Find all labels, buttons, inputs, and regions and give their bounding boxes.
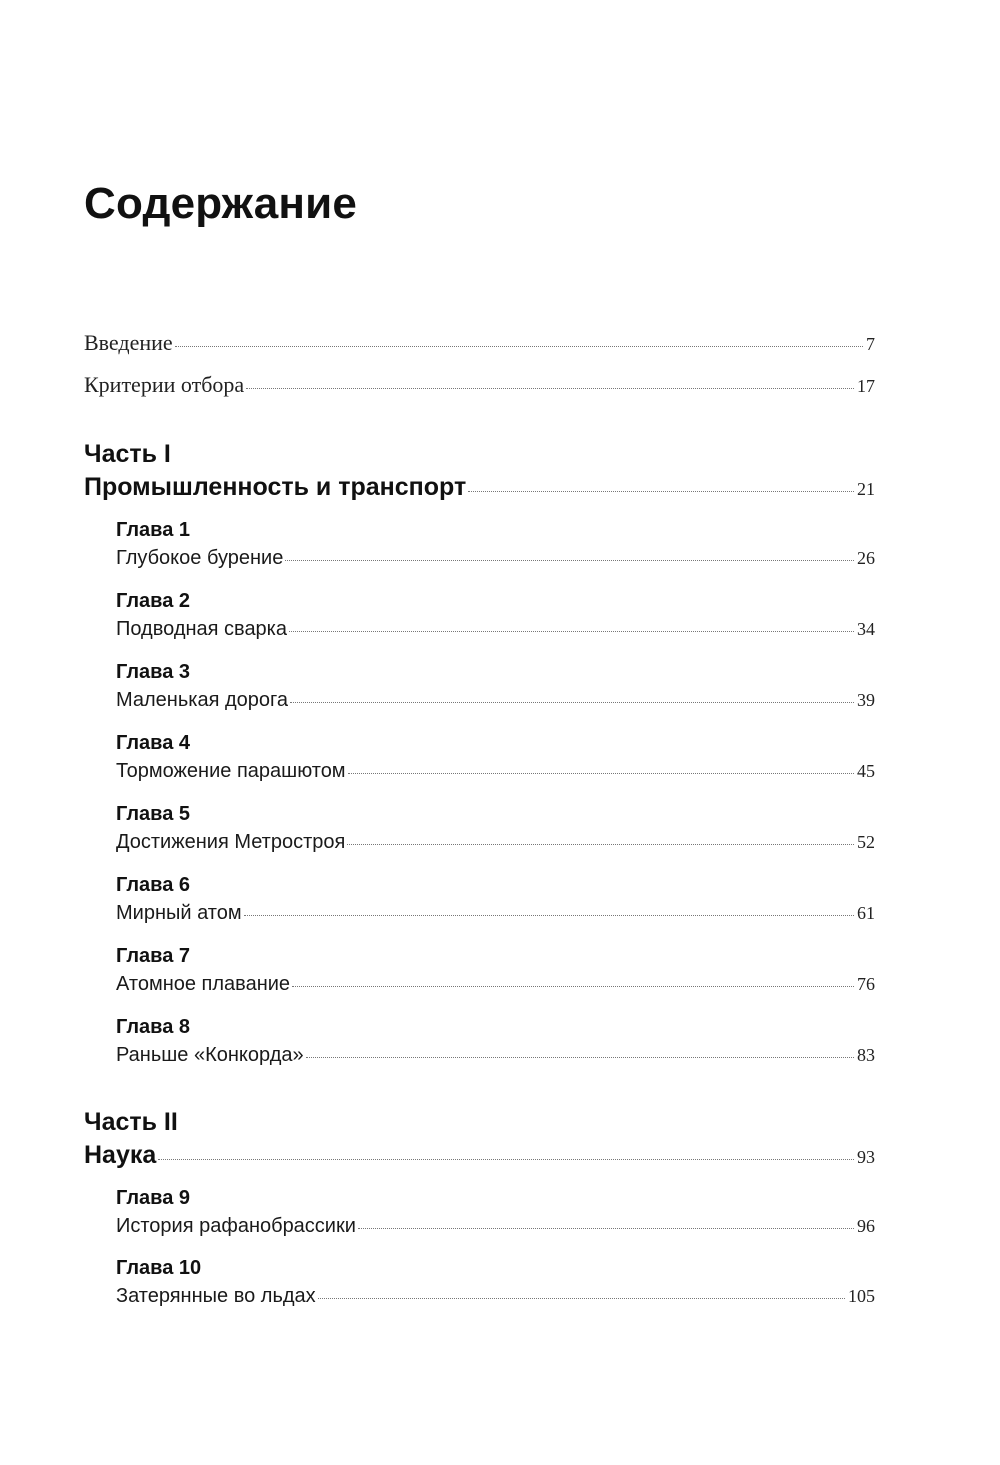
chapter-number: Глава 1 bbox=[116, 519, 191, 541]
dot-leader bbox=[246, 388, 854, 389]
toc-page-number: 61 bbox=[857, 903, 875, 923]
dot-leader bbox=[292, 986, 854, 987]
toc-entry-chapter-3[interactable] bbox=[116, 689, 875, 712]
toc-entry-title: Введение bbox=[84, 330, 173, 355]
dot-leader bbox=[358, 1228, 854, 1229]
part-title: Наука bbox=[84, 1141, 157, 1169]
toc-entry-selection-criteria[interactable] bbox=[84, 372, 875, 398]
chapter-title: Глубокое бурение bbox=[116, 547, 284, 569]
chapter-title: Атомное плавание bbox=[116, 973, 291, 995]
dot-leader bbox=[289, 631, 854, 632]
chapter-title: Подводная сварка bbox=[116, 618, 287, 640]
dot-leader bbox=[244, 915, 854, 916]
toc-entry-part-1[interactable] bbox=[84, 473, 875, 502]
toc-entry-chapter-9[interactable] bbox=[116, 1215, 875, 1238]
dot-leader bbox=[468, 491, 854, 492]
toc-entry-chapter-8[interactable] bbox=[116, 1044, 875, 1067]
chapter-number: Глава 7 bbox=[116, 945, 191, 967]
toc-page-number: 105 bbox=[848, 1286, 875, 1306]
chapter-number: Глава 9 bbox=[116, 1187, 191, 1209]
toc-page-number: 34 bbox=[857, 619, 875, 639]
toc-entry-chapter-10[interactable] bbox=[116, 1285, 875, 1308]
chapter-title: Затерянные во льдах bbox=[116, 1285, 316, 1307]
toc-page-number: 96 bbox=[857, 1216, 875, 1236]
toc-entry-chapter-5[interactable] bbox=[116, 831, 875, 854]
chapter-title: История рафанобрассики bbox=[116, 1215, 356, 1237]
toc-entry-chapter-2[interactable] bbox=[116, 618, 875, 641]
chapter-title: Маленькая дорога bbox=[116, 689, 288, 711]
dot-leader bbox=[175, 346, 863, 347]
toc-entry-title: Критерии отбора bbox=[84, 372, 245, 397]
chapter-number: Глава 10 bbox=[116, 1257, 202, 1279]
chapter-title: Торможение парашютом bbox=[116, 760, 346, 782]
toc-page-number: 39 bbox=[857, 690, 875, 710]
dot-leader bbox=[318, 1298, 845, 1299]
toc-page-number: 83 bbox=[857, 1045, 875, 1065]
chapter-number: Глава 5 bbox=[116, 803, 191, 825]
toc-page-number: 76 bbox=[857, 974, 875, 994]
toc-page-number: 45 bbox=[857, 761, 875, 781]
dot-leader bbox=[290, 702, 854, 703]
toc-page-number: 17 bbox=[857, 376, 875, 396]
chapter-number: Глава 8 bbox=[116, 1016, 191, 1038]
toc-entry-part-2[interactable] bbox=[84, 1141, 875, 1170]
page-title: Содержание bbox=[84, 179, 358, 228]
toc-entry-chapter-4[interactable] bbox=[116, 760, 875, 783]
toc-entry-chapter-1[interactable] bbox=[116, 547, 875, 570]
chapter-number: Глава 6 bbox=[116, 874, 191, 896]
dot-leader bbox=[285, 560, 854, 561]
part-number: Часть II bbox=[84, 1108, 178, 1136]
chapter-title: Достижения Метростроя bbox=[116, 831, 346, 853]
toc-page-number: 52 bbox=[857, 832, 875, 852]
dot-leader bbox=[348, 773, 854, 774]
toc-page-number: 21 bbox=[857, 479, 875, 499]
toc-entry-chapter-6[interactable] bbox=[116, 902, 875, 925]
chapter-title: Мирный атом bbox=[116, 902, 242, 924]
toc-entry-chapter-7[interactable] bbox=[116, 973, 875, 996]
toc-entry-introduction[interactable] bbox=[84, 330, 875, 356]
chapter-title: Раньше «Конкорда» bbox=[116, 1044, 304, 1066]
chapter-number: Глава 4 bbox=[116, 732, 191, 754]
chapter-number: Глава 3 bbox=[116, 661, 191, 683]
dot-leader bbox=[158, 1159, 854, 1160]
chapter-number: Глава 2 bbox=[116, 590, 191, 612]
dot-leader bbox=[306, 1057, 854, 1058]
part-number: Часть I bbox=[84, 440, 171, 468]
toc-page-number: 93 bbox=[857, 1147, 875, 1167]
toc-page-number: 7 bbox=[866, 334, 875, 354]
toc-page-number: 26 bbox=[857, 548, 875, 568]
dot-leader bbox=[347, 844, 854, 845]
part-title: Промышленность и транспорт bbox=[84, 473, 467, 501]
